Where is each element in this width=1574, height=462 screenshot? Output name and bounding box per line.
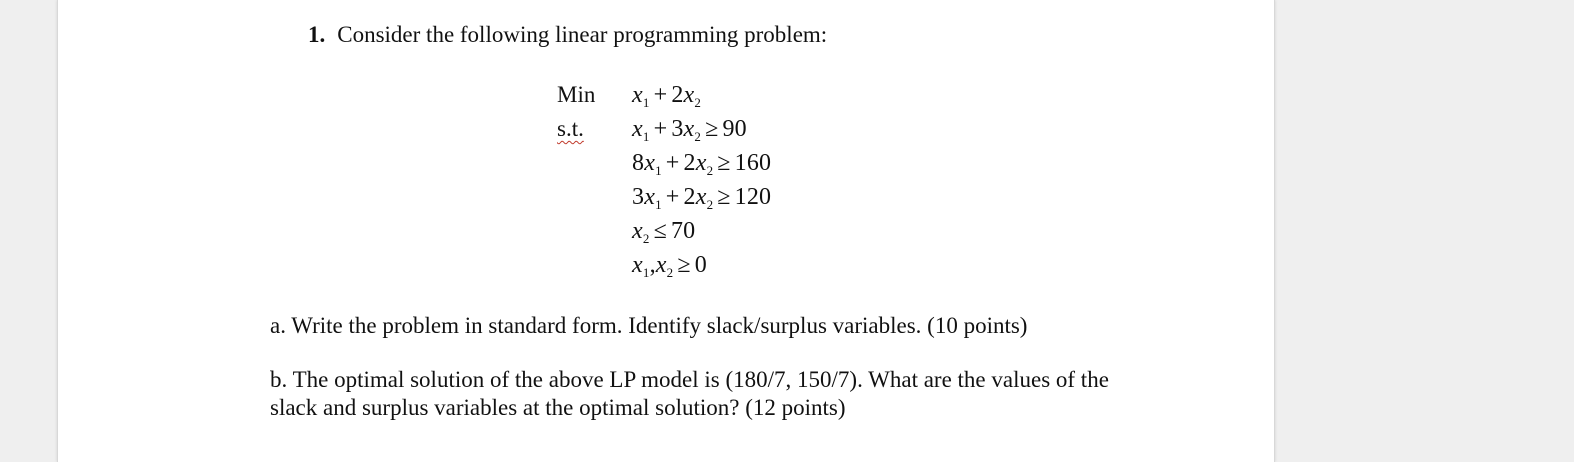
- nonnegativity-constraint: $x_1,x_2 \ge 0$: [632, 252, 707, 280]
- objective-expression: $x_1 + 2x_2$: [632, 82, 702, 110]
- objective-label: Min: [557, 82, 596, 107]
- question-number: 1.: [308, 22, 326, 47]
- question-heading: [308, 22, 827, 48]
- question-prompt: Consider the following linear programming problem:: [337, 22, 828, 47]
- constraint-4: $x_2 \le 70$: [632, 218, 696, 246]
- constraint-3: $3x_1 + 2x_2 \ge 120$: [632, 184, 772, 212]
- constraint-2: $8x_1 + 2x_2 \ge 160$: [632, 150, 772, 178]
- part-b-text: b. The optimal solution of the above LP model is (180/7, 150/7). What are the values of the slack and surplus variables at the optimal solution? (12 points): [270, 367, 1109, 420]
- constraint-1: $x_1 + 3x_2 \ge 90$: [632, 116, 747, 144]
- constraints-label: s.t.: [557, 116, 584, 141]
- part-a-text: a. Write the problem in standard form. Identify slack/surplus variables. (10 points): [270, 313, 1028, 338]
